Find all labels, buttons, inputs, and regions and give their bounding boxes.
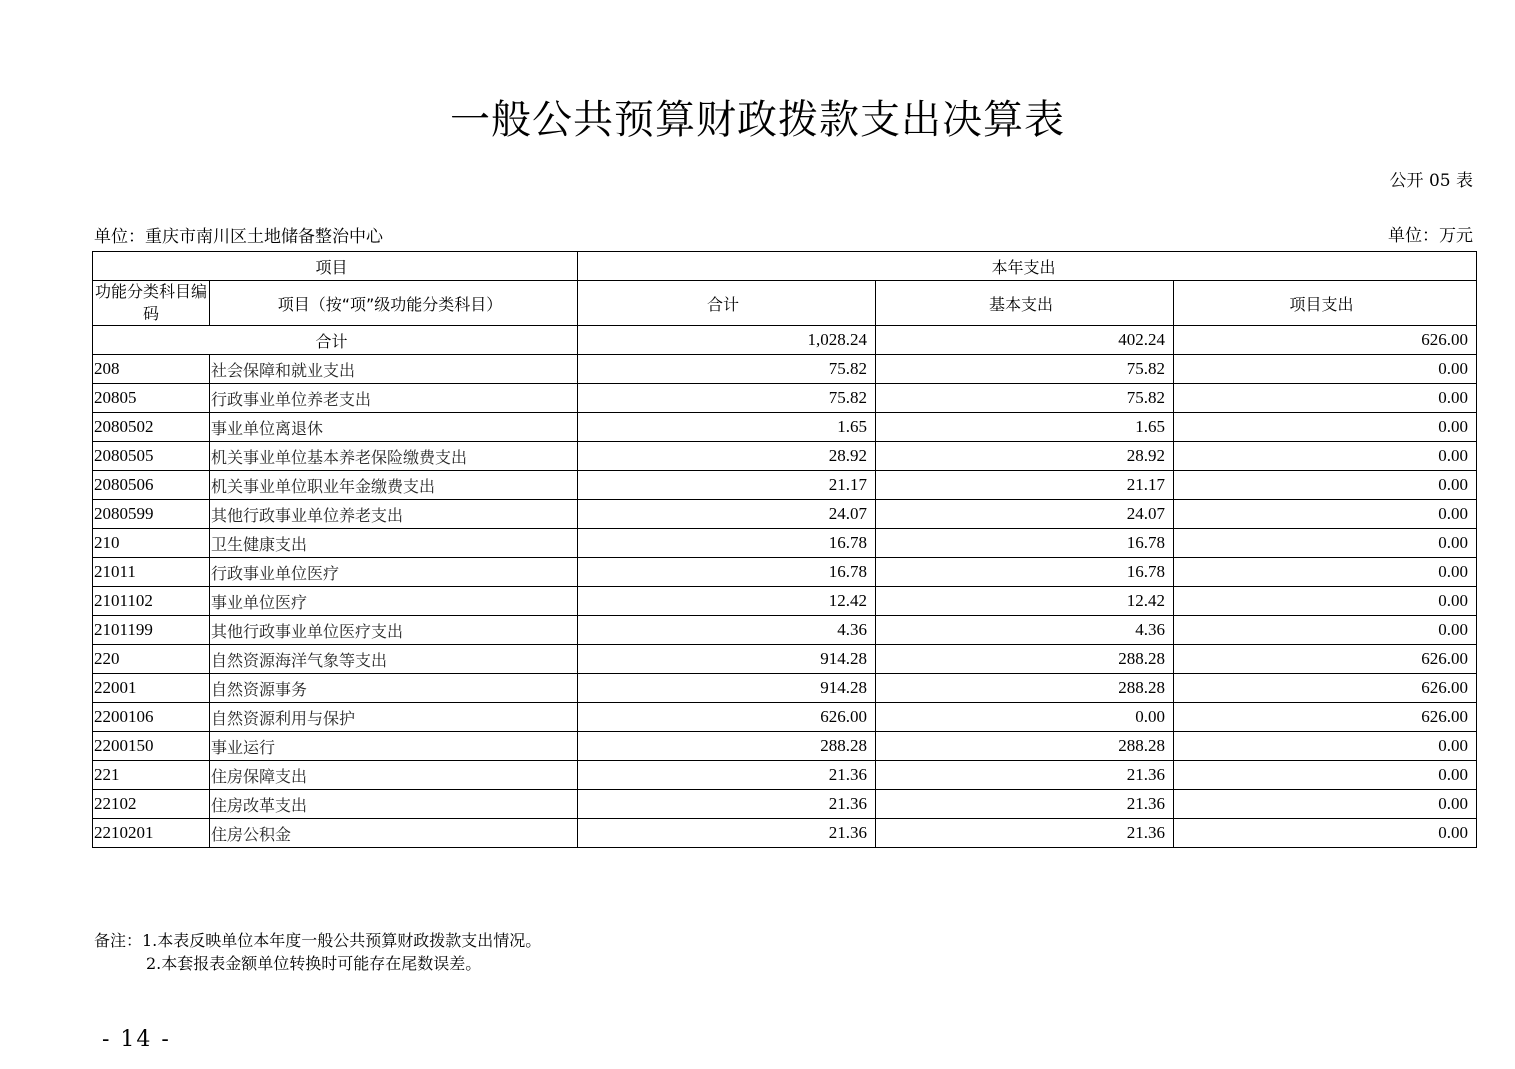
row-total: 75.82 bbox=[578, 355, 876, 384]
row-basic: 0.00 bbox=[876, 703, 1174, 732]
row-project: 0.00 bbox=[1174, 471, 1477, 500]
row-code: 2080599 bbox=[93, 500, 210, 529]
row-project: 0.00 bbox=[1174, 761, 1477, 790]
table-row bbox=[93, 384, 1477, 413]
row-name: 自然资源利用与保护 bbox=[210, 703, 578, 732]
row-name: 住房改革支出 bbox=[210, 790, 578, 819]
note-1: 备注：1.本表反映单位本年度一般公共预算财政拨款支出情况。 bbox=[94, 931, 542, 950]
table-row bbox=[93, 471, 1477, 500]
table-row bbox=[93, 529, 1477, 558]
table-row bbox=[93, 761, 1477, 790]
table-row bbox=[93, 587, 1477, 616]
row-basic: 24.07 bbox=[876, 500, 1174, 529]
row-name: 其他行政事业单位养老支出 bbox=[210, 500, 578, 529]
row-project: 0.00 bbox=[1174, 500, 1477, 529]
row-code: 2210201 bbox=[93, 819, 210, 848]
row-basic: 1.65 bbox=[876, 413, 1174, 442]
table-row bbox=[93, 442, 1477, 471]
row-name: 事业单位医疗 bbox=[210, 587, 578, 616]
row-project: 0.00 bbox=[1174, 384, 1477, 413]
header-current-year: 本年支出 bbox=[578, 252, 1477, 281]
page-title: 一般公共预算财政拨款支出决算表 bbox=[450, 97, 1065, 143]
row-name: 行政事业单位养老支出 bbox=[210, 384, 578, 413]
header-project: 项目 bbox=[93, 252, 578, 281]
table-row bbox=[93, 558, 1477, 587]
row-name: 住房公积金 bbox=[210, 819, 578, 848]
table-row bbox=[93, 732, 1477, 761]
row-total: 626.00 bbox=[578, 703, 876, 732]
row-name: 社会保障和就业支出 bbox=[210, 355, 578, 384]
table-row bbox=[93, 355, 1477, 384]
row-total: 16.78 bbox=[578, 529, 876, 558]
row-total: 21.36 bbox=[578, 819, 876, 848]
row-code: 210 bbox=[93, 529, 210, 558]
row-total: 21.36 bbox=[578, 761, 876, 790]
row-name: 自然资源海洋气象等支出 bbox=[210, 645, 578, 674]
row-name: 行政事业单位医疗 bbox=[210, 558, 578, 587]
row-project: 0.00 bbox=[1174, 529, 1477, 558]
row-code: 2200106 bbox=[93, 703, 210, 732]
row-basic: 4.36 bbox=[876, 616, 1174, 645]
unit-currency: 单位：万元 bbox=[1388, 226, 1473, 246]
note-2: 2.本套报表金额单位转换时可能存在尾数误差。 bbox=[146, 954, 482, 973]
row-basic: 16.78 bbox=[876, 558, 1174, 587]
row-project: 0.00 bbox=[1174, 442, 1477, 471]
row-basic: 16.78 bbox=[876, 529, 1174, 558]
row-project: 0.00 bbox=[1174, 413, 1477, 442]
row-basic: 75.82 bbox=[876, 384, 1174, 413]
row-project: 626.00 bbox=[1174, 703, 1477, 732]
header-item: 项目（按“项”级功能分类科目） bbox=[210, 281, 578, 326]
summary-basic: 402.24 bbox=[876, 326, 1174, 355]
row-code: 2080506 bbox=[93, 471, 210, 500]
row-name: 事业单位离退休 bbox=[210, 413, 578, 442]
row-code: 220 bbox=[93, 645, 210, 674]
row-name: 其他行政事业单位医疗支出 bbox=[210, 616, 578, 645]
page-number: - 14 - bbox=[102, 1027, 171, 1052]
table-row bbox=[93, 819, 1477, 848]
row-total: 288.28 bbox=[578, 732, 876, 761]
expenditure-table bbox=[92, 251, 1477, 848]
table-row bbox=[93, 616, 1477, 645]
row-total: 914.28 bbox=[578, 645, 876, 674]
table-row bbox=[93, 790, 1477, 819]
summary-project: 626.00 bbox=[1174, 326, 1477, 355]
row-code: 2101102 bbox=[93, 587, 210, 616]
table-row bbox=[93, 674, 1477, 703]
header-project-expense: 项目支出 bbox=[1174, 281, 1477, 326]
header-code: 功能分类科目编码 bbox=[93, 281, 210, 326]
row-code: 22102 bbox=[93, 790, 210, 819]
summary-label: 合计 bbox=[93, 326, 578, 355]
unit-organization: 单位：重庆市南川区土地储备整治中心 bbox=[94, 227, 383, 247]
row-project: 0.00 bbox=[1174, 819, 1477, 848]
row-total: 12.42 bbox=[578, 587, 876, 616]
row-total: 4.36 bbox=[578, 616, 876, 645]
row-total: 24.07 bbox=[578, 500, 876, 529]
row-basic: 21.17 bbox=[876, 471, 1174, 500]
table-row bbox=[93, 413, 1477, 442]
row-project: 0.00 bbox=[1174, 616, 1477, 645]
row-code: 21011 bbox=[93, 558, 210, 587]
row-name: 机关事业单位职业年金缴费支出 bbox=[210, 471, 578, 500]
table-row bbox=[93, 500, 1477, 529]
row-basic: 288.28 bbox=[876, 674, 1174, 703]
row-code: 208 bbox=[93, 355, 210, 384]
row-code: 20805 bbox=[93, 384, 210, 413]
row-name: 机关事业单位基本养老保险缴费支出 bbox=[210, 442, 578, 471]
row-name: 自然资源事务 bbox=[210, 674, 578, 703]
row-code: 2080505 bbox=[93, 442, 210, 471]
row-basic: 21.36 bbox=[876, 790, 1174, 819]
row-total: 21.17 bbox=[578, 471, 876, 500]
row-total: 75.82 bbox=[578, 384, 876, 413]
notes bbox=[94, 929, 541, 975]
summary-row bbox=[93, 326, 1477, 355]
row-basic: 75.82 bbox=[876, 355, 1174, 384]
row-basic: 288.28 bbox=[876, 645, 1174, 674]
header-total: 合计 bbox=[578, 281, 876, 326]
row-name: 住房保障支出 bbox=[210, 761, 578, 790]
header-basic: 基本支出 bbox=[876, 281, 1174, 326]
row-project: 626.00 bbox=[1174, 645, 1477, 674]
row-code: 2200150 bbox=[93, 732, 210, 761]
row-name: 卫生健康支出 bbox=[210, 529, 578, 558]
row-project: 626.00 bbox=[1174, 674, 1477, 703]
row-basic: 288.28 bbox=[876, 732, 1174, 761]
row-project: 0.00 bbox=[1174, 732, 1477, 761]
row-code: 22001 bbox=[93, 674, 210, 703]
row-project: 0.00 bbox=[1174, 355, 1477, 384]
row-code: 221 bbox=[93, 761, 210, 790]
row-project: 0.00 bbox=[1174, 558, 1477, 587]
table-row bbox=[93, 645, 1477, 674]
row-total: 28.92 bbox=[578, 442, 876, 471]
row-code: 2080502 bbox=[93, 413, 210, 442]
row-total: 21.36 bbox=[578, 790, 876, 819]
row-basic: 21.36 bbox=[876, 819, 1174, 848]
row-name: 事业运行 bbox=[210, 732, 578, 761]
row-project: 0.00 bbox=[1174, 587, 1477, 616]
table-row bbox=[93, 703, 1477, 732]
row-basic: 21.36 bbox=[876, 761, 1174, 790]
summary-total: 1,028.24 bbox=[578, 326, 876, 355]
row-project: 0.00 bbox=[1174, 790, 1477, 819]
row-total: 1.65 bbox=[578, 413, 876, 442]
row-basic: 28.92 bbox=[876, 442, 1174, 471]
row-basic: 12.42 bbox=[876, 587, 1174, 616]
form-number: 公开 05 表 bbox=[1389, 171, 1473, 191]
row-total: 16.78 bbox=[578, 558, 876, 587]
row-code: 2101199 bbox=[93, 616, 210, 645]
row-total: 914.28 bbox=[578, 674, 876, 703]
